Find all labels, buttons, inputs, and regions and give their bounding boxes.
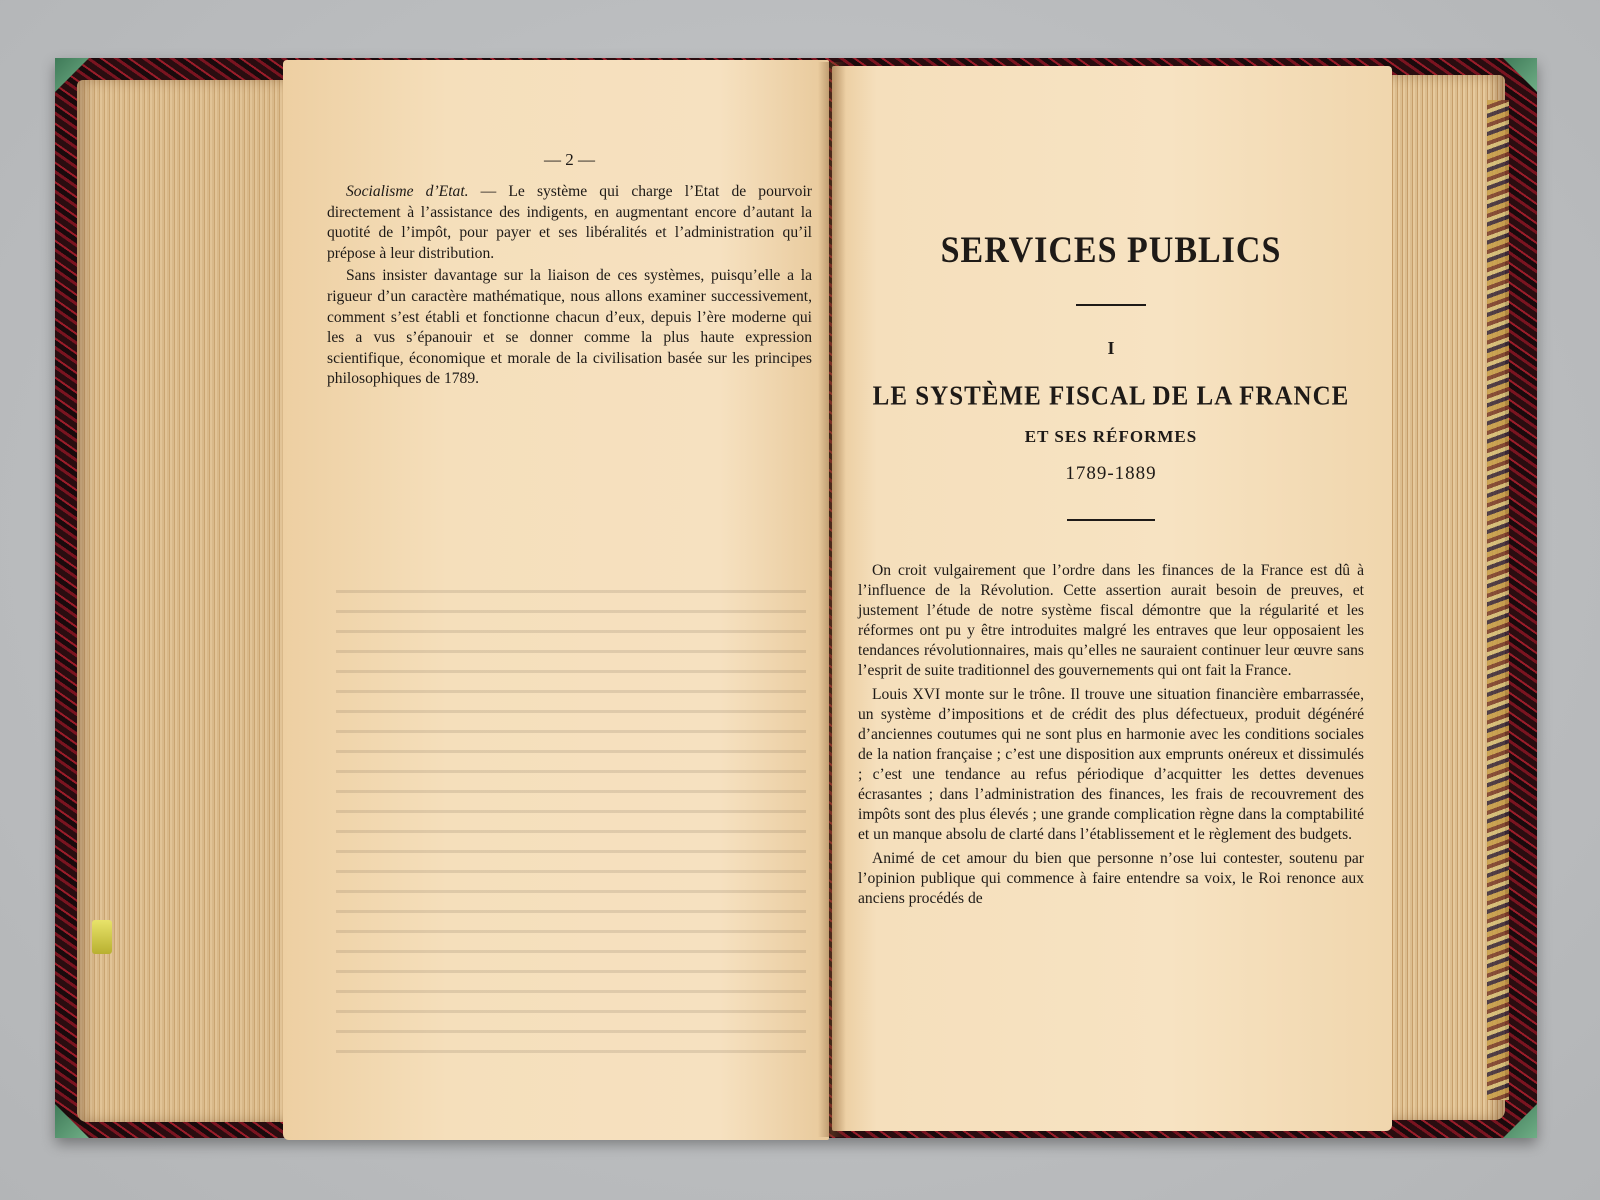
right-paragraph: Animé de cet amour du bien que personne n’ose lui contester, soutenu par l’opinion publique qui commence à faire entendre sa voix, le Roi renonce aux anciens procédés de — [858, 850, 1364, 907]
show-through-text-lines — [336, 590, 806, 1060]
chapter-title: LE SYSTÈME FISCAL DE LA FRANCE — [872, 381, 1350, 412]
right-paragraph: Louis XVI monte sur le trône. Il trouve une situation financière embarrassée, un système d’impositions et de crédit des plus défectueux, produit dégénéré d’anciennes coutumes qui ne sont plus en harmonie avec les conditions sociales de la nation française ; c’est une disposition aux emprunts onéreux et dissimulés ; c’est une tendance au refus périodique d’acquitter les dettes devenues écrasantes ; dans l’administration des finances, les frais de recouvrement des impôts sont des plus élevés ; une grande complication règne dans la comptabilité et un manque absolu de clarté dans l’établissement et le règlement des budgets. — [858, 686, 1364, 843]
page-block-left — [77, 80, 292, 1122]
title-rule — [1076, 304, 1146, 306]
left-page-text — [327, 150, 812, 392]
page-number: — 2 — — [544, 150, 595, 169]
paragraph-body: Sans insister davantage sur la liaison de ces systèmes, puisqu’elle a la rigueur d’un caractère mathématique, nous allons examiner successivement, comment s’est établi et fonctionne chacun d’eux, depuis l’ère moderne qui les a vus s’épanouir et se donner comme la plus haute expression scientifique, économique et morale de la civilisation basée sur les principes philosophiques de 1789. — [327, 267, 812, 388]
paragraph-body: — Le système qui charge l’Etat de pourvoir directement à l’assistance des indigents, en augmentant encore d’autant la quotité de l’impôt, pour payer et ses libéralités et l’administration qu’il prépose à leur distribution. — [327, 183, 813, 262]
heading-rule — [1067, 519, 1155, 521]
left-paragraph — [327, 182, 812, 264]
bookmark-ribbon — [92, 920, 112, 954]
book-gutter — [818, 62, 846, 1137]
marbled-endpaper — [1487, 100, 1509, 1100]
chapter-dates: 1789-1889 — [1065, 463, 1157, 484]
left-paragraph — [327, 266, 812, 390]
chapter-heading — [858, 232, 1364, 521]
right-page-text — [858, 140, 1364, 913]
right-paragraph: On croit vulgairement que l’ordre dans les finances de la France est dû à l’influence de la Révolution. Cette assertion aurait besoin de preuves, et justement l’étude de notre système fiscal démontre que la régularité et les réformes ont pu y être introduites malgré les entraves que leur opposaient les tendances révolutionnaires, mais qu’elles ne sauraient continuer leur œuvre sans l’esprit de suite traditionnel des gouvernements qui ont fait la France. — [858, 562, 1364, 679]
paragraph-lead-italic: Socialisme d’Etat. — [346, 183, 469, 200]
chapter-subtitle: ET SES RÉFORMES — [1024, 427, 1198, 446]
chapter-number: I — [1107, 338, 1115, 358]
main-title: SERVICES PUBLICS — [940, 230, 1282, 271]
